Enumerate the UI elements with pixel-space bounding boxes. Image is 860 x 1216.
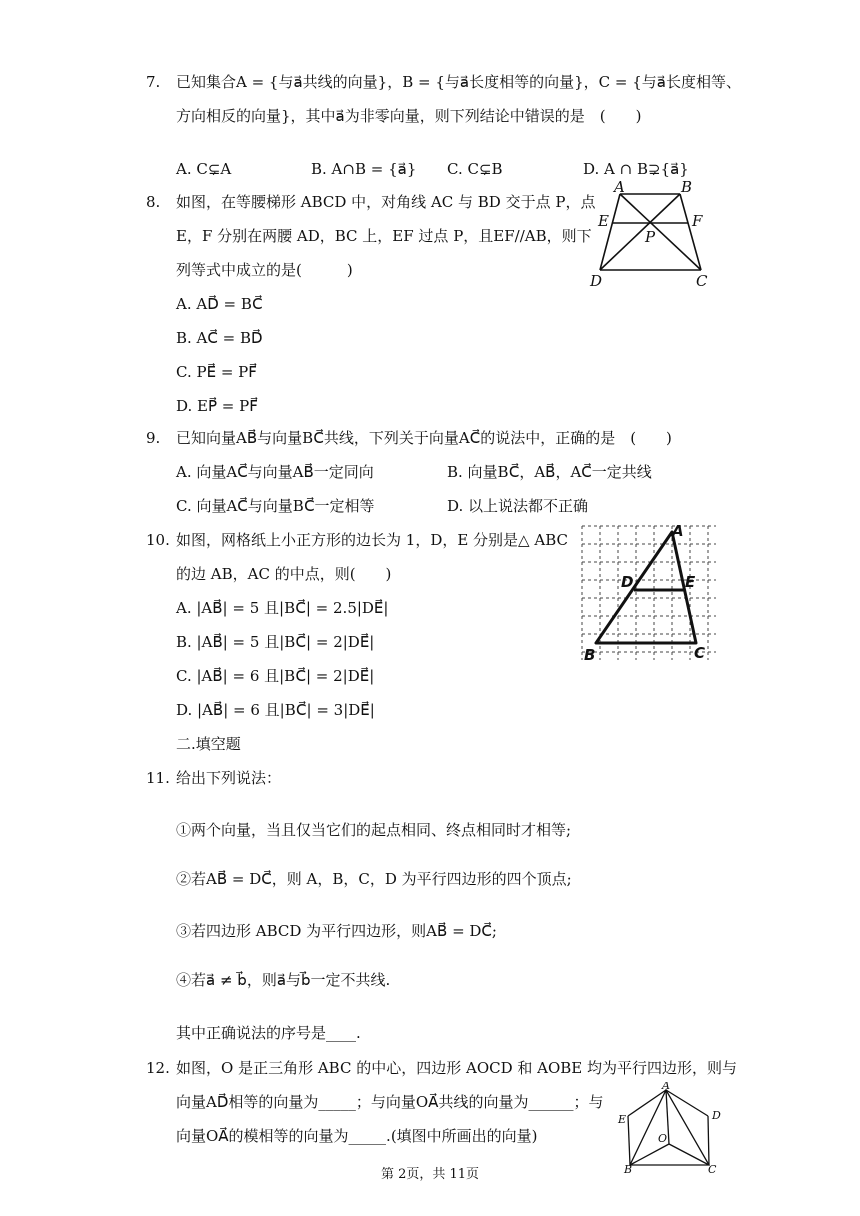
q12-line-2: 向量AD⃗相等的向量为_____；与向量OA⃗共线的向量为______；与 [176,1093,604,1111]
section-heading: 二.填空题 [176,735,241,753]
q11-item-2: ②若AB⃗ = DC⃗，则 A，B，C，D 为平行四边形的四个顶点; [176,870,572,888]
q9-number: 9. [146,429,161,447]
q11-answer-blank: 其中正确说法的序号是____. [176,1024,361,1042]
grid-label-a: A [672,522,684,540]
q10-option-c: C. |AB⃗| = 6 且|BC⃗| = 2|DE⃗| [176,667,375,685]
trapezoid-label-e: E [598,212,609,230]
q8-line-3: 列等式中成立的是( ) [176,261,353,279]
q9-option-c: C. 向量AC⃗与向量BC⃗一定相等 [176,497,375,515]
q7-option-d: D. A ∩ B⊋{a⃗} [583,160,689,178]
q7-option-b: B. A∩B = {a⃗} [311,160,417,178]
trapezoid-label-b: B [681,180,693,196]
q7-number: 7. [146,73,161,91]
q7-option-a: A. C⊊A [176,160,232,178]
q10-line-1: 如图，网格纸上小正方形的边长为 1，D，E 分别是△ ABC [176,531,568,549]
q8-line-1: 如图，在等腰梯形 ABCD 中，对角线 AC 与 BD 交于点 P，点 [176,193,596,211]
q9-option-b: B. 向量BC⃗，AB⃗，AC⃗一定共线 [447,463,652,481]
q10-option-d: D. |AB⃗| = 6 且|BC⃗| = 3|DE⃗| [176,701,375,719]
tri-label-b: B [624,1163,633,1174]
q7-line-1: 已知集合A = {与a⃗共线的向量}，B = {与a⃗长度相等的向量}，C = {与a⃗长度相等、 [176,73,741,91]
q11-number: 11. [146,769,170,787]
q11-item-1: ①两个向量，当且仅当它们的起点相同、终点相同时才相等; [176,821,572,839]
q8-number: 8. [146,193,161,211]
q12-line-1: 如图，O 是正三角形 ABC 的中心，四边形 AOCD 和 AOBE 均为平行四边形，则与 [176,1059,738,1077]
grid-label-d: D [621,573,634,591]
q12-number: 12. [146,1059,170,1077]
trapezoid-label-a: A [614,180,625,196]
trapezoid-label-f: F [692,212,703,230]
q12-line-3: 向量OA⃗的模相等的向量为_____.(填图中所画出的向量) [176,1127,538,1145]
q9-option-d: D. 以上说法都不正确 [447,497,589,515]
q11-item-4: ④若a⃗ ≠ b⃗，则a⃗与b⃗一定不共线. [176,971,391,989]
trapezoid-label-c: C [696,272,708,290]
q10-line-2: 的边 AB，AC 的中点，则( ) [176,565,392,583]
q11-item-3: ③若四边形 ABCD 为平行四边形，则AB⃗ = DC⃗; [176,922,497,940]
q10-number: 10. [146,531,170,549]
q9-line-1: 已知向量AB⃗与向量BC⃗共线，下列关于向量AC⃗的说法中，正确的是 ( ) [176,429,672,447]
grid-label-e: E [685,573,696,591]
trapezoid-label-d: D [590,272,603,290]
tri-label-o: O [658,1132,668,1145]
q8-option-a: A. AD⃗ = BC⃗ [176,295,263,313]
grid-triangle-figure [574,518,722,666]
q10-option-a: A. |AB⃗| = 5 且|BC⃗| = 2.5|DE⃗| [176,599,389,617]
q10-option-b: B. |AB⃗| = 5 且|BC⃗| = 2|DE⃗| [176,633,375,651]
tri-label-d: D [712,1109,721,1122]
q11-line-1: 给出下列说法： [176,769,282,787]
q7-option-c: C. C⊊B [447,160,503,178]
tri-label-a: A [662,1082,670,1092]
tri-label-c: C [708,1163,717,1174]
q8-option-b: B. AC⃗ = BD⃗ [176,329,263,347]
grid-label-b: B [584,646,596,664]
page-number-footer: 第 2页，共 11页 [380,1167,480,1182]
trapezoid-label-p: P [645,228,656,246]
trapezoid-figure [588,180,723,290]
q8-option-c: C. PE⃗ = PF⃗ [176,363,257,381]
q8-option-d: D. EP⃗ = PF⃗ [176,397,258,415]
tri-label-e: E [618,1113,627,1126]
equilateral-triangle-figure [612,1082,728,1174]
q8-line-2: E，F 分别在两腰 AD，BC 上，EF 过点 P，且EF//AB，则下 [176,227,592,245]
q7-line-2: 方向相反的向量}，其中a⃗为非零向量，则下列结论中错误的是 ( ) [176,107,642,125]
grid-label-c: C [694,644,706,662]
q9-option-a: A. 向量AC⃗与向量AB⃗一定同向 [176,463,374,481]
